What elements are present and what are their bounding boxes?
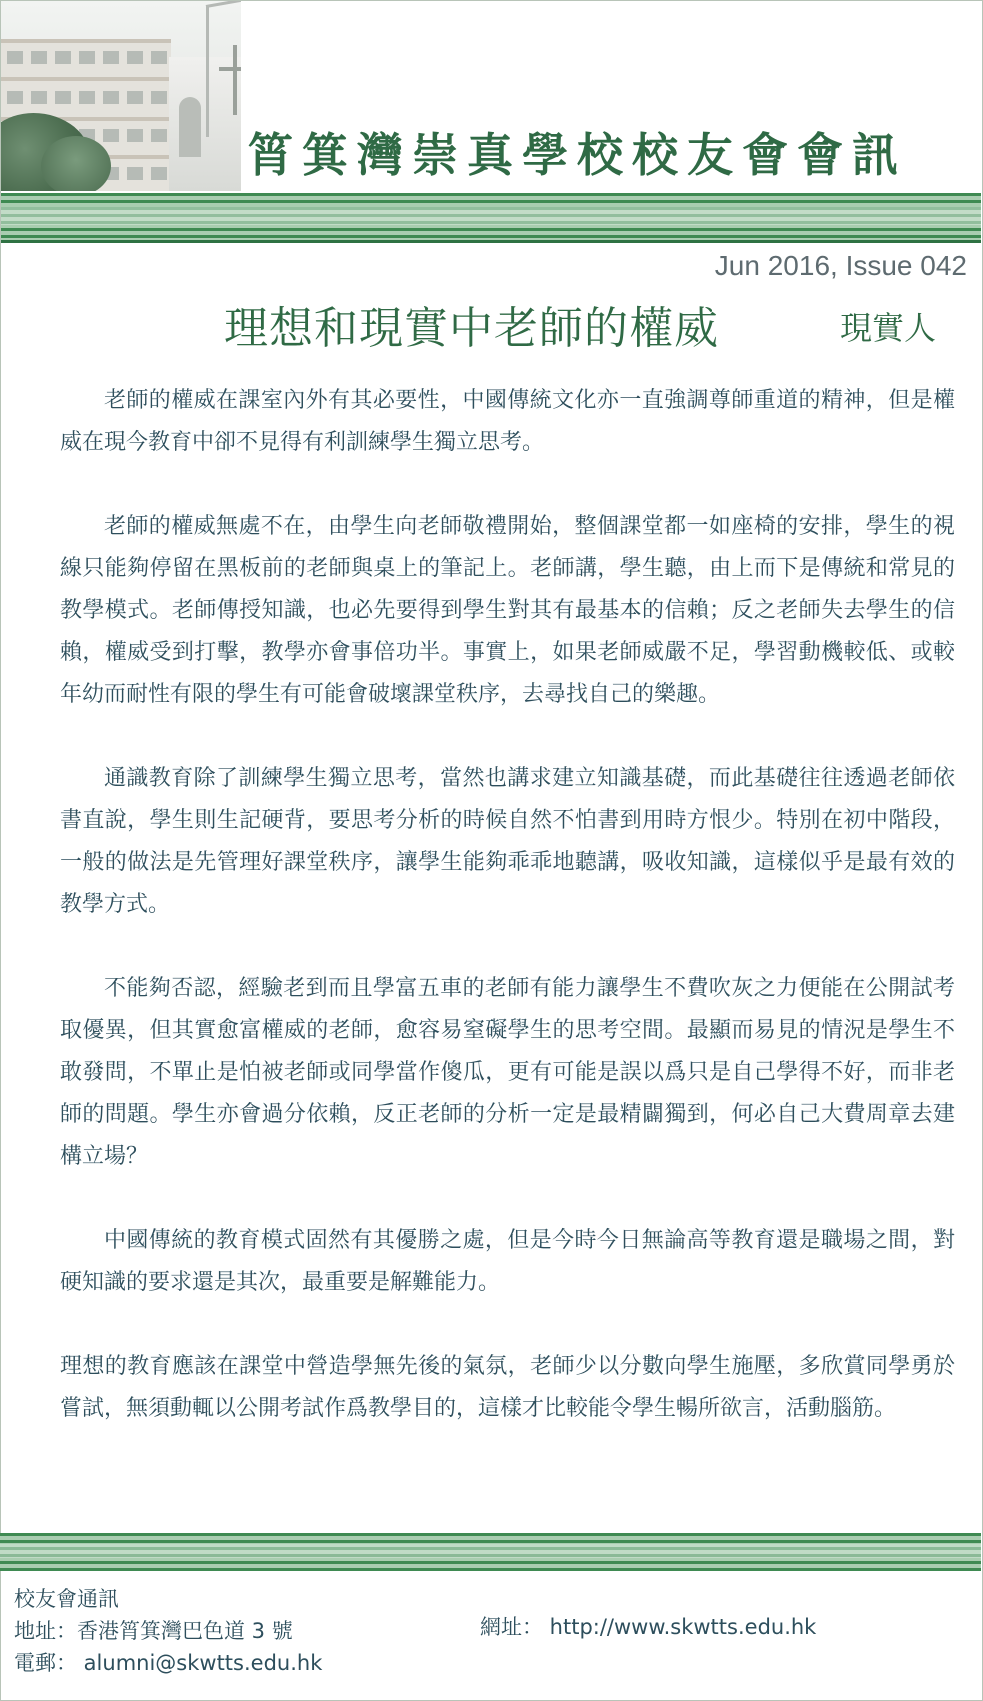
- paragraph: 老師的權威在課室內外有其必要性，中國傳統文化亦一直強調尊師重道的精神，但是權威在現今教育中卻不見得有利訓練學生獨立思考。: [60, 388, 955, 455]
- newsletter-header: [1, 1, 981, 243]
- paragraph: 理想的教育應該在課堂中營造學無先後的氣氛，老師少以分數向學生施壓，多欣賞同學勇於嘗試，無須動輒以公開考試作爲教學目的，這樣才比較能令學生暢所欲言，活動腦筋。: [60, 1354, 955, 1421]
- footer-email[interactable]: 電郵： alumni@skwtts.edu.hk: [14, 1651, 323, 1675]
- footer-address: 地址：香港筲箕灣巴色道 3 號: [14, 1619, 293, 1643]
- paragraph: 不能夠否認，經驗老到而且學富五車的老師有能力讓學生不費吹灰之力便能在公開試考取優異，但其實愈富權威的老師，愈容易窒礙學生的思考空間。最顯而易見的情況是學生不敢發問，不單止是怕被老師或同學當作傻瓜，更有可能是誤以爲只是自己學得不好，而非老師的問題。學生亦會過分依賴，反正老師的分析一定是最精闢獨到，何必自己大費周章去建構立場？: [60, 976, 955, 1169]
- newsletter-title: 筲箕灣崇真學校校友會會訊: [247, 128, 907, 182]
- article-title: 理想和現實中老師的權威: [224, 303, 719, 354]
- footer-website[interactable]: 網址： http://www.skwtts.edu.hk: [480, 1615, 817, 1639]
- article-body: [60, 380, 955, 1472]
- chapel-shape: [169, 57, 241, 191]
- paragraph: 通識教育除了訓練學生獨立思考，當然也講求建立知識基礎，而此基礎往往透過老師依書直說，學生則生記硬背，要思考分析的時候自然不怕書到用時方恨少。特別在初中階段，一般的做法是先管理好課堂秩序，讓學生能夠乖乖地聽講，吸收知識，這樣似乎是最有效的教學方式。: [60, 766, 955, 917]
- school-building-photo: [1, 1, 241, 191]
- footer-org: 校友會通訊: [14, 1587, 119, 1611]
- issue-label: Jun 2016, Issue 042: [714, 250, 967, 281]
- paragraph: 老師的權威無處不在，由學生向老師敬禮開始，整個課堂都一如座椅的安排，學生的視線只能夠停留在黑板前的老師與桌上的筆記上。老師講，學生聽，由上而下是傳統和常見的教學模式。老師傳授知識，也必先要得到學生對其有最基本的信賴；反之老師失去學生的信賴，權威受到打擊，教學亦會事倍功半。事實上，如果老師威嚴不足，學習動機較低、或較年幼而耐性有限的學生有可能會破壞課堂秩序，去尋找自己的樂趣。: [60, 514, 955, 707]
- lamp-post: [206, 7, 209, 137]
- paragraph: 中國傳統的教育模式固然有其優勝之處，但是今時今日無論高等教育還是職場之間，對硬知識的要求還是其次，最重要是解難能力。: [60, 1228, 955, 1295]
- article-author: 現實人: [840, 309, 937, 347]
- cross-icon: [233, 45, 237, 115]
